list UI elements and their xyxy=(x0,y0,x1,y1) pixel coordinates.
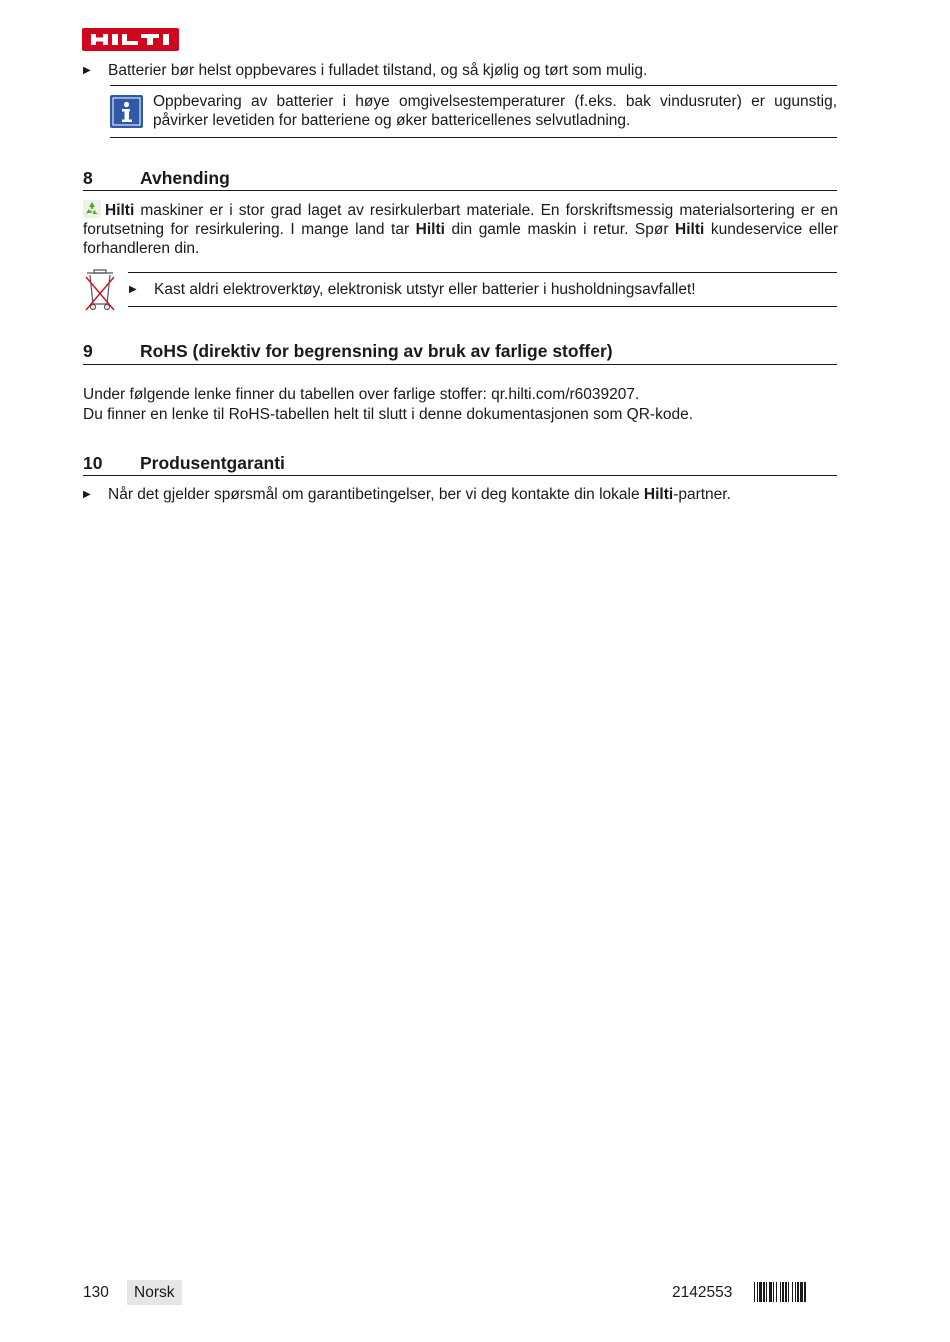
barcode-bar xyxy=(797,1282,799,1302)
barcode-bar xyxy=(769,1282,772,1302)
info-note-text: Oppbevaring av batterier i høye omgivelsestemperaturer (f.eks. bak vindusruter) er ugunstig, påvirker levetiden for batteriene og øker battericellenes selvutladning. xyxy=(153,93,837,129)
section-title: RoHS (direktiv for begrensning av bruk av farlige stoffer) xyxy=(140,341,613,361)
language-label: Norsk xyxy=(134,1284,175,1301)
section-9-heading xyxy=(83,340,838,362)
info-icon xyxy=(110,95,143,128)
section-number: 10 xyxy=(83,453,103,473)
warranty-bullet xyxy=(83,485,838,504)
brand-name: Hilti xyxy=(643,486,674,503)
disposal-warning-text: Kast aldri elektroverktøy, elektronisk utstyr eller batterier i husholdningsavfallet! xyxy=(154,281,696,298)
hilti-logo xyxy=(82,28,179,51)
section-rule xyxy=(83,364,837,365)
warranty-bullet-text xyxy=(108,485,731,504)
bullet-arrow-icon: ▶ xyxy=(83,489,91,500)
barcode-bar xyxy=(757,1282,758,1302)
barcode-bar xyxy=(788,1282,789,1302)
section-number: 9 xyxy=(83,341,93,361)
barcode-bar xyxy=(763,1282,765,1302)
barcode-bar xyxy=(804,1282,806,1302)
brand-name: Hilti xyxy=(675,221,705,238)
bullet-arrow-icon: ▶ xyxy=(129,284,137,295)
bullet-arrow-icon: ▶ xyxy=(83,65,91,76)
section-rule xyxy=(83,475,837,476)
barcode-bar xyxy=(795,1282,796,1302)
paragraph-text: din gamle maskin i retur. Spør xyxy=(444,221,676,238)
divider xyxy=(128,306,837,307)
barcode-bar xyxy=(782,1282,784,1302)
section-title: Produsentgaranti xyxy=(140,453,285,473)
paragraph-text: kundeservice eller forhandleren din. xyxy=(83,221,839,257)
storage-bullet-text: Batterier bør helst oppbevares i fulladet tilstand, og så kjølig og tørt som mulig. xyxy=(108,62,648,79)
barcode-bar xyxy=(776,1282,777,1302)
barcode-bar xyxy=(785,1282,787,1302)
disposal-warning-bullet xyxy=(129,280,837,299)
section-8-heading xyxy=(83,167,838,189)
page-number: 130 xyxy=(83,1284,109,1301)
brand-name: Hilti xyxy=(415,221,445,238)
paragraph-text: Når det gjelder spørsmål om garantibetingelser, ber vi deg kontakte din lokale xyxy=(108,486,644,503)
rohs-line-2: Du finner en lenke til RoHS-tabellen helt til slutt i denne dokumentasjonen som QR-kode. xyxy=(83,406,693,423)
divider xyxy=(110,137,837,138)
document-number: 2142553 xyxy=(672,1284,733,1301)
barcode-bar xyxy=(759,1282,762,1302)
barcode-bar xyxy=(780,1282,781,1302)
section-title: Avhending xyxy=(140,168,230,188)
barcode-bar xyxy=(773,1282,774,1302)
disposal-paragraph xyxy=(83,200,838,258)
paragraph-text: maskiner er i stor grad laget av resirkulerbart materiale. En forskriftsmessig materialsortering er en forutsetning for resirkulering. I mange land tar xyxy=(83,202,838,238)
recycle-icon xyxy=(83,200,101,218)
barcode-bar xyxy=(754,1282,755,1302)
paragraph-text: -partner. xyxy=(673,486,731,503)
section-10-heading xyxy=(83,452,838,474)
crossed-bin-icon xyxy=(83,266,117,312)
divider xyxy=(128,272,837,273)
divider xyxy=(110,85,837,86)
barcode xyxy=(754,1282,838,1302)
rohs-line-1: Under følgende lenke finner du tabellen over farlige stoffer: qr.hilti.com/r6039207. xyxy=(83,386,640,403)
brand-name: Hilti xyxy=(105,202,135,219)
barcode-bar xyxy=(766,1282,767,1302)
section-rule xyxy=(83,190,837,191)
barcode-bar xyxy=(800,1282,803,1302)
storage-bullet xyxy=(83,61,838,80)
barcode-bar xyxy=(792,1282,793,1302)
section-number: 8 xyxy=(83,168,93,188)
